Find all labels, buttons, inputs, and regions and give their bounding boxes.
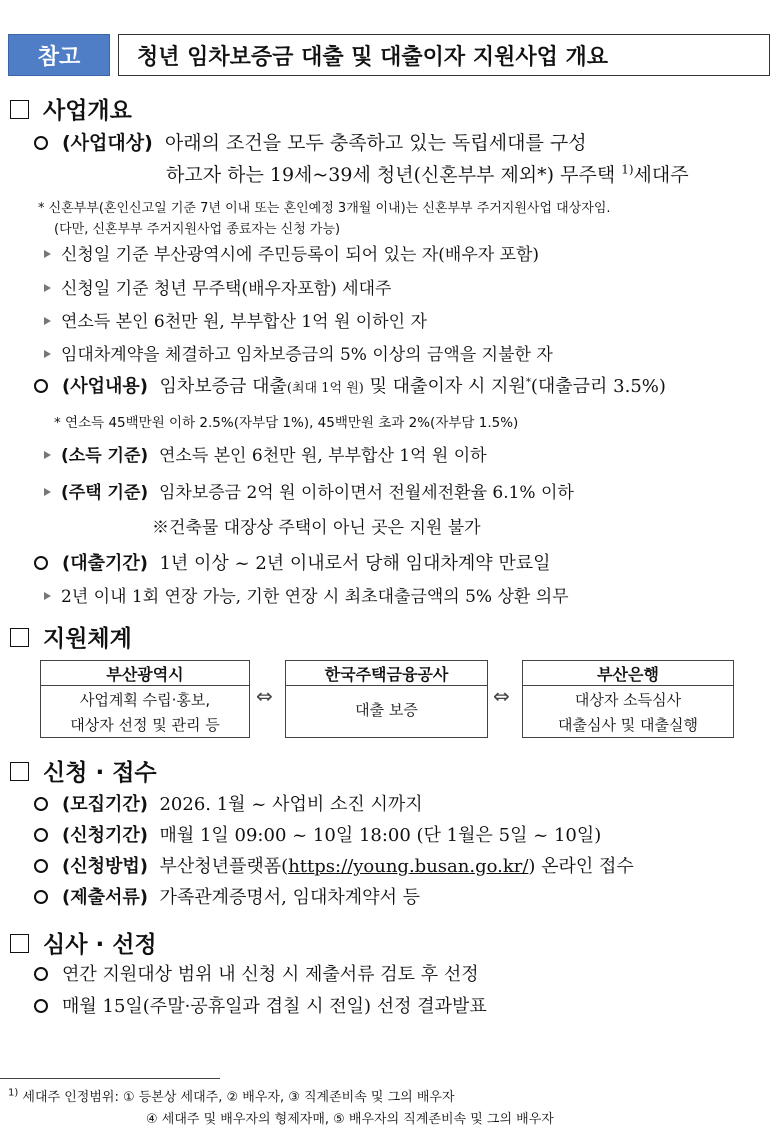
support-box-busan-bank: 부산은행 대상자 소득심사 대출심사 및 대출실행 xyxy=(522,660,734,738)
footnote-line1: $^{1)}$ 세대주 인정범위: ① 등본상 세대주, ② 배우자, ③ 직계존비속 및 그의 배우자 xyxy=(8,1087,455,1105)
footnote-divider xyxy=(0,1078,220,1079)
income-criteria: (소득 기준) 연소득 본인 6천만 원, 부부합산 1억 원 이하 xyxy=(44,441,487,466)
triangle-bullet-icon xyxy=(44,284,51,292)
section-review-heading: 심사 · 선정 xyxy=(10,926,157,959)
house-criteria: (주택 기준) 임차보증금 2억 원 이하이면서 전월세전환율 6.1% 이하 xyxy=(44,478,574,503)
bidirectional-arrow-icon: ⇔ xyxy=(493,684,510,708)
footnote-line2: ④ 세대주 및 배우자의 형제자매, ⑤ 배우자의 직계존비속 및 그의 배우자 xyxy=(146,1112,554,1127)
checkbox-icon xyxy=(10,100,29,119)
condition-item: 신청일 기준 청년 무주택(배우자포함) 세대주 xyxy=(44,274,391,299)
bidirectional-arrow-icon: ⇔ xyxy=(256,684,273,708)
condition-item: 임대차계약을 체결하고 임차보증금의 5% 이상의 금액을 지불한 자 xyxy=(44,340,553,365)
period-item: (대출기간) 1년 이상 ~ 2년 이내로서 당해 임대차계약 만료일 xyxy=(34,549,551,575)
section-apply-heading: 신청 · 접수 xyxy=(10,754,157,787)
triangle-bullet-icon xyxy=(44,451,51,459)
target-note-2: (다만, 신혼부부 주거지원사업 종료자는 신청 가능) xyxy=(54,222,341,237)
reference-tag: 참고 xyxy=(8,34,110,76)
target-item: (사업대상) 아래의 조건을 모두 충족하고 있는 독립세대를 구성 xyxy=(34,128,587,155)
period-sub: 2년 이내 1회 연장 가능, 기한 연장 시 최초대출금액의 5% 상환 의무 xyxy=(44,582,569,607)
target-item-line2: 하고자 하는 19세~39세 청년(신혼부부 제외*) 무주택 $^{1)}$세대주 xyxy=(166,162,689,186)
circle-bullet-icon xyxy=(34,967,48,981)
checkbox-icon xyxy=(10,934,29,953)
checkbox-icon xyxy=(10,762,29,781)
triangle-bullet-icon xyxy=(44,250,51,258)
review-item: 매월 15일(주말·공휴일과 겹칠 시 전일) 선정 결과발표 xyxy=(34,992,487,1018)
support-box-hf: 한국주택금융공사 대출 보증 xyxy=(285,660,488,738)
support-box-busan-city: 부산광역시 사업계획 수립·홍보, 대상자 선정 및 관리 등 xyxy=(40,660,250,738)
condition-item: 신청일 기준 부산광역시에 주민등록이 되어 있는 자(배우자 포함) xyxy=(44,240,539,265)
apply-period: (신청기간) 매월 1일 09:00 ~ 10일 18:00 (단 1월은 5일 ~ 10일) xyxy=(34,821,601,847)
content-item: (사업내용) 임차보증금 대출(최대 1억 원) 및 대출이자 시 지원*(대출금리 3.5%) xyxy=(34,372,666,398)
review-item: 연간 지원대상 범위 내 신청 시 제출서류 검토 후 선정 xyxy=(34,960,479,986)
documents: (제출서류) 가족관계증명서, 임대차계약서 등 xyxy=(34,883,420,909)
triangle-bullet-icon xyxy=(44,350,51,358)
title-bar xyxy=(8,34,770,76)
apply-link[interactable]: https://young.busan.go.kr/ xyxy=(288,856,529,877)
content-note: * 연소득 45백만원 이하 2.5%(자부담 1%), 45백만원 초과 2%(자부담 1.5%) xyxy=(54,415,519,431)
circle-bullet-icon xyxy=(34,379,48,393)
circle-bullet-icon xyxy=(34,999,48,1013)
circle-bullet-icon xyxy=(34,797,48,811)
section-overview-heading: 사업개요 xyxy=(10,92,132,125)
triangle-bullet-icon xyxy=(44,317,51,325)
target-note: * 신혼부부(혼인신고일 기준 7년 이내 또는 혼인예정 3개월 이내)는 신혼부부 주거지원사업 대상자임. xyxy=(38,201,611,216)
apply-method: (신청방법) 부산청년플랫폼(https://young.busan.go.kr/) 온라인 접수 xyxy=(34,852,634,878)
house-note: ※건축물 대장상 주택이 아닌 곳은 지원 불가 xyxy=(152,518,481,538)
checkbox-icon xyxy=(10,628,29,647)
triangle-bullet-icon xyxy=(44,488,51,496)
circle-bullet-icon xyxy=(34,859,48,873)
circle-bullet-icon xyxy=(34,136,48,150)
recruit-period: (모집기간) 2026. 1월 ~ 사업비 소진 시까지 xyxy=(34,790,423,816)
page-title: 청년 임차보증금 대출 및 대출이자 지원사업 개요 xyxy=(118,34,770,76)
triangle-bullet-icon xyxy=(44,592,51,600)
circle-bullet-icon xyxy=(34,890,48,904)
circle-bullet-icon xyxy=(34,828,48,842)
condition-item: 연소득 본인 6천만 원, 부부합산 1억 원 이하인 자 xyxy=(44,307,427,332)
section-support-heading: 지원체계 xyxy=(10,620,132,653)
circle-bullet-icon xyxy=(34,556,48,570)
